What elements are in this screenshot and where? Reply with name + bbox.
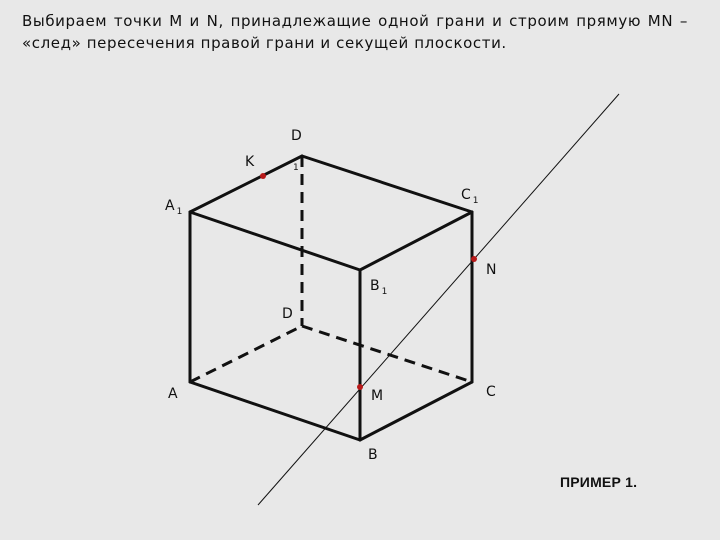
label-n: N	[486, 262, 498, 278]
edge-d-c	[302, 326, 472, 382]
example-caption: ПРИМЕР 1.	[560, 474, 638, 490]
label-d1-sub: 1	[293, 163, 299, 173]
edge-b1-c1	[360, 212, 472, 270]
intro-text: Выбираем точки M и N, принадлежащие одной грани и строим прямую MN – «след» пересечения правой грани и секущей плоскости.	[22, 12, 688, 52]
visible-edges	[190, 156, 472, 440]
label-c: C	[486, 384, 497, 400]
label-a: A	[168, 386, 179, 402]
label-b: B	[368, 447, 379, 463]
label-d1: D	[291, 128, 303, 144]
edge-a1-b1	[190, 212, 360, 270]
label-a1: $A_1$	[165, 198, 184, 217]
point-m	[357, 384, 363, 390]
edge-a-b	[190, 382, 360, 440]
point-k	[260, 173, 266, 179]
edge-a-d	[190, 326, 302, 382]
label-b1: $B_1$	[370, 278, 389, 297]
label-d: D	[282, 306, 294, 322]
label-c1: $C_1$	[461, 187, 480, 206]
label-k: K	[245, 154, 256, 170]
trace-line-mn	[258, 94, 619, 505]
edge-d1-c1	[302, 156, 472, 212]
point-n	[471, 256, 477, 262]
label-m: M	[371, 388, 385, 404]
